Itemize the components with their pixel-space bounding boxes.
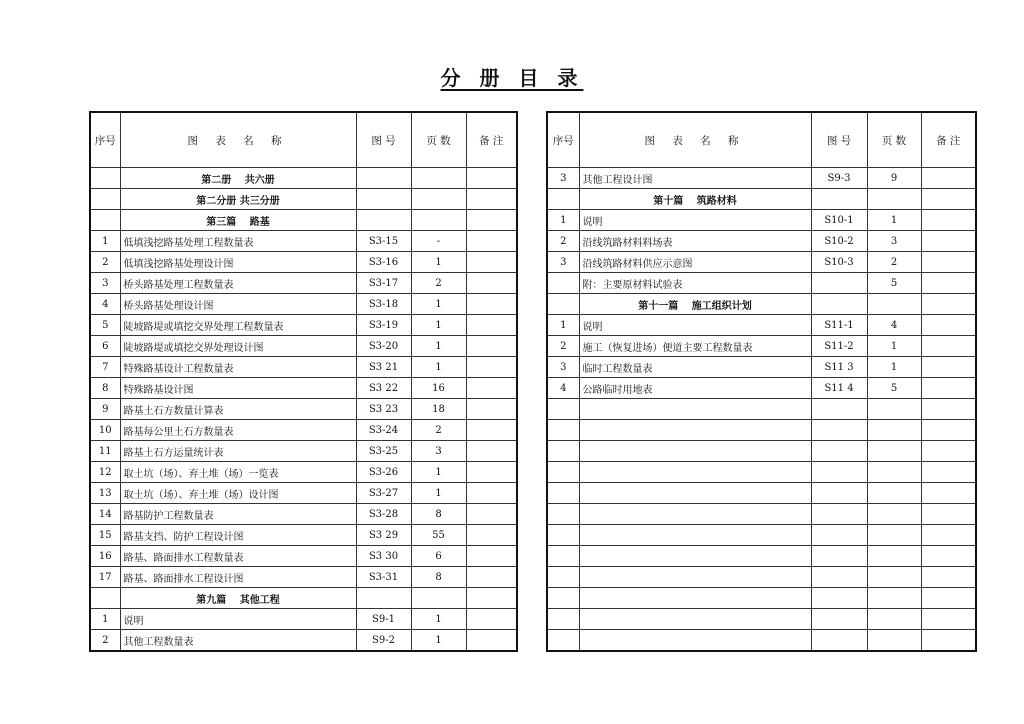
row-name: 路基每公里土石方数量表 xyxy=(120,420,356,441)
empty-row xyxy=(547,420,976,441)
table-row xyxy=(547,315,976,336)
row-code: S3-16 xyxy=(356,252,411,273)
section-row xyxy=(90,588,517,609)
row-note xyxy=(921,231,976,252)
row-seq xyxy=(547,630,579,652)
empty-row xyxy=(547,483,976,504)
row-seq: 1 xyxy=(547,315,579,336)
table-row xyxy=(547,357,976,378)
row-name xyxy=(579,420,811,441)
row-code: S3 29 xyxy=(356,525,411,546)
row-seq xyxy=(547,504,579,525)
row-seq: 3 xyxy=(547,168,579,189)
row-seq: 10 xyxy=(90,420,120,441)
row-name: 桥头路基处理工程数量表 xyxy=(120,273,356,294)
row-note xyxy=(921,315,976,336)
page-title: 分 册 目 录 xyxy=(440,66,584,90)
header-seq: 序号 xyxy=(547,112,579,168)
row-seq: 16 xyxy=(90,546,120,567)
row-seq: 3 xyxy=(90,273,120,294)
row-name xyxy=(579,567,811,588)
section-name: 第九篇 其他工程 xyxy=(120,588,356,609)
row-note xyxy=(466,189,517,210)
row-note xyxy=(466,441,517,462)
row-seq xyxy=(547,399,579,420)
header-pages: 页 数 xyxy=(411,112,466,168)
row-name: 特殊路基设计图 xyxy=(120,378,356,399)
row-pages: 2 xyxy=(411,273,466,294)
row-code: S3 21 xyxy=(356,357,411,378)
row-code xyxy=(811,420,867,441)
row-code xyxy=(811,546,867,567)
row-name: 说明 xyxy=(579,210,811,231)
row-code: S3-28 xyxy=(356,504,411,525)
table-header-row xyxy=(547,112,976,168)
row-pages: 55 xyxy=(411,525,466,546)
table-row xyxy=(90,525,517,546)
row-code xyxy=(811,273,867,294)
row-code: S3 22 xyxy=(356,378,411,399)
row-code xyxy=(811,525,867,546)
row-name: 附：主要原材料试验表 xyxy=(579,273,811,294)
row-pages: 1 xyxy=(411,252,466,273)
row-seq: 2 xyxy=(547,336,579,357)
row-note xyxy=(466,567,517,588)
row-note xyxy=(466,294,517,315)
row-seq: 12 xyxy=(90,462,120,483)
table-row xyxy=(90,630,517,652)
table-row xyxy=(90,399,517,420)
empty-row xyxy=(547,504,976,525)
row-seq: 17 xyxy=(90,567,120,588)
row-name xyxy=(579,588,811,609)
row-note xyxy=(921,252,976,273)
row-note xyxy=(466,630,517,652)
row-code xyxy=(811,441,867,462)
row-pages: 3 xyxy=(867,231,921,252)
row-seq: 9 xyxy=(90,399,120,420)
row-seq xyxy=(547,588,579,609)
row-code: S10-1 xyxy=(811,210,867,231)
row-note xyxy=(466,609,517,630)
row-pages xyxy=(867,189,921,210)
row-pages: 1 xyxy=(411,336,466,357)
row-name: 说明 xyxy=(579,315,811,336)
row-name: 陡坡路堤或填挖交界处理设计图 xyxy=(120,336,356,357)
row-note xyxy=(466,462,517,483)
row-note xyxy=(466,273,517,294)
row-code xyxy=(811,567,867,588)
row-pages xyxy=(867,483,921,504)
table-row xyxy=(547,252,976,273)
row-pages: 4 xyxy=(867,315,921,336)
row-pages xyxy=(867,504,921,525)
row-note xyxy=(466,504,517,525)
row-code xyxy=(356,588,411,609)
row-seq: 2 xyxy=(90,630,120,652)
row-name xyxy=(579,483,811,504)
section-row xyxy=(547,189,976,210)
row-name xyxy=(579,504,811,525)
row-note xyxy=(466,357,517,378)
row-seq: 3 xyxy=(547,252,579,273)
row-name: 路基防护工程数量表 xyxy=(120,504,356,525)
row-note xyxy=(921,357,976,378)
row-code xyxy=(356,168,411,189)
row-seq: 2 xyxy=(547,231,579,252)
row-code xyxy=(811,294,867,315)
row-pages xyxy=(867,588,921,609)
header-note: 备 注 xyxy=(466,112,517,168)
row-note xyxy=(466,252,517,273)
row-note xyxy=(921,336,976,357)
row-name: 取土坑（场）、弃土堆（场）设计图 xyxy=(120,483,356,504)
row-name: 沿线筑路材料供应示意图 xyxy=(579,252,811,273)
row-name: 施工（恢复进场）便道主要工程数量表 xyxy=(579,336,811,357)
row-seq: 15 xyxy=(90,525,120,546)
row-pages: 5 xyxy=(867,273,921,294)
row-pages: 16 xyxy=(411,378,466,399)
table-row xyxy=(547,168,976,189)
empty-row xyxy=(547,546,976,567)
section-name: 第十一篇 施工组织计划 xyxy=(579,294,811,315)
row-name: 说明 xyxy=(120,609,356,630)
row-seq xyxy=(90,210,120,231)
header-name: 图 表 名 称 xyxy=(579,112,811,168)
row-pages: 3 xyxy=(411,441,466,462)
directory-table-left xyxy=(89,111,518,652)
empty-row xyxy=(547,567,976,588)
table-row xyxy=(90,483,517,504)
row-name: 低填浅挖路基处理设计图 xyxy=(120,252,356,273)
row-pages: 6 xyxy=(411,546,466,567)
section-row xyxy=(90,210,517,231)
row-code: S3 30 xyxy=(356,546,411,567)
row-note xyxy=(921,420,976,441)
table-row xyxy=(90,315,517,336)
row-seq xyxy=(547,483,579,504)
row-name xyxy=(579,525,811,546)
row-pages: 1 xyxy=(867,210,921,231)
row-code xyxy=(811,189,867,210)
row-seq: 7 xyxy=(90,357,120,378)
table-header-row xyxy=(90,112,517,168)
row-code: S3-17 xyxy=(356,273,411,294)
row-name xyxy=(579,546,811,567)
row-name: 其他工程设计图 xyxy=(579,168,811,189)
empty-row xyxy=(547,609,976,630)
empty-row xyxy=(547,525,976,546)
row-seq: 3 xyxy=(547,357,579,378)
row-code xyxy=(811,462,867,483)
row-seq: 8 xyxy=(90,378,120,399)
row-code: S11-2 xyxy=(811,336,867,357)
row-pages: 1 xyxy=(411,462,466,483)
header-name: 图 表 名 称 xyxy=(120,112,356,168)
row-seq xyxy=(547,546,579,567)
row-code: S9-1 xyxy=(356,609,411,630)
row-seq: 13 xyxy=(90,483,120,504)
row-pages: 8 xyxy=(411,504,466,525)
table-row xyxy=(90,378,517,399)
row-seq: 14 xyxy=(90,504,120,525)
row-note xyxy=(921,462,976,483)
row-pages xyxy=(867,441,921,462)
row-name: 取土坑（场）、弃土堆（场）一览表 xyxy=(120,462,356,483)
empty-row xyxy=(547,462,976,483)
row-code: S3-27 xyxy=(356,483,411,504)
row-code xyxy=(811,609,867,630)
row-seq xyxy=(547,294,579,315)
directory-table-right xyxy=(546,111,977,652)
row-code: S10-3 xyxy=(811,252,867,273)
row-note xyxy=(921,294,976,315)
row-name: 公路临时用地表 xyxy=(579,378,811,399)
table-row xyxy=(90,567,517,588)
row-code: S3-26 xyxy=(356,462,411,483)
row-name xyxy=(579,609,811,630)
row-note xyxy=(921,546,976,567)
header-code: 图 号 xyxy=(356,112,411,168)
row-seq xyxy=(547,609,579,630)
table-row xyxy=(547,210,976,231)
row-code: S9-3 xyxy=(811,168,867,189)
row-name: 临时工程数量表 xyxy=(579,357,811,378)
table-row xyxy=(90,609,517,630)
section-name: 第三篇 路基 xyxy=(120,210,356,231)
row-note xyxy=(921,189,976,210)
row-name xyxy=(579,462,811,483)
header-seq: 序号 xyxy=(90,112,120,168)
empty-row xyxy=(547,630,976,652)
row-seq: 2 xyxy=(90,252,120,273)
row-pages: 1 xyxy=(411,294,466,315)
table-row xyxy=(547,231,976,252)
row-seq xyxy=(90,588,120,609)
row-seq xyxy=(547,525,579,546)
row-note xyxy=(466,315,517,336)
row-name: 沿线筑路材料料场表 xyxy=(579,231,811,252)
row-pages: 1 xyxy=(867,357,921,378)
row-pages: 2 xyxy=(411,420,466,441)
empty-row xyxy=(547,399,976,420)
row-note xyxy=(921,504,976,525)
row-seq: 1 xyxy=(90,231,120,252)
table-row xyxy=(547,378,976,399)
section-row xyxy=(90,168,517,189)
row-pages: 2 xyxy=(867,252,921,273)
row-pages: 8 xyxy=(411,567,466,588)
row-name xyxy=(579,441,811,462)
row-code xyxy=(356,210,411,231)
row-code xyxy=(811,399,867,420)
table-row xyxy=(90,546,517,567)
row-seq: 1 xyxy=(547,210,579,231)
row-code: S3 23 xyxy=(356,399,411,420)
section-name: 第二分册 共三分册 xyxy=(120,189,356,210)
table-row xyxy=(90,357,517,378)
row-note xyxy=(921,399,976,420)
row-pages: 18 xyxy=(411,399,466,420)
row-name: 路基、路面排水工程数量表 xyxy=(120,546,356,567)
row-pages xyxy=(867,609,921,630)
row-seq: 11 xyxy=(90,441,120,462)
row-pages: 1 xyxy=(411,357,466,378)
row-note xyxy=(921,588,976,609)
row-pages: - xyxy=(411,231,466,252)
row-name: 其他工程数量表 xyxy=(120,630,356,652)
row-code: S3-15 xyxy=(356,231,411,252)
row-pages: 1 xyxy=(411,315,466,336)
row-pages xyxy=(867,567,921,588)
row-seq: 5 xyxy=(90,315,120,336)
empty-row xyxy=(547,441,976,462)
row-name: 桥头路基处理设计图 xyxy=(120,294,356,315)
table-row xyxy=(90,252,517,273)
row-code: S3-25 xyxy=(356,441,411,462)
row-seq xyxy=(547,441,579,462)
row-pages xyxy=(867,630,921,652)
row-pages xyxy=(867,546,921,567)
table-row xyxy=(90,504,517,525)
row-pages xyxy=(411,168,466,189)
row-note xyxy=(466,210,517,231)
row-seq xyxy=(90,168,120,189)
row-pages xyxy=(411,588,466,609)
row-seq xyxy=(90,189,120,210)
row-note xyxy=(466,525,517,546)
row-note xyxy=(466,483,517,504)
row-name xyxy=(579,399,811,420)
row-seq xyxy=(547,273,579,294)
table-row xyxy=(547,273,976,294)
row-note xyxy=(921,567,976,588)
row-name: 路基土石方数量计算表 xyxy=(120,399,356,420)
row-code xyxy=(811,630,867,652)
section-row xyxy=(90,189,517,210)
row-code: S3-18 xyxy=(356,294,411,315)
row-pages xyxy=(867,294,921,315)
row-note xyxy=(921,210,976,231)
row-pages xyxy=(867,462,921,483)
row-note xyxy=(466,168,517,189)
row-pages: 1 xyxy=(411,483,466,504)
row-code: S11-1 xyxy=(811,315,867,336)
row-note xyxy=(921,273,976,294)
row-note xyxy=(921,168,976,189)
table-row xyxy=(90,420,517,441)
row-pages: 1 xyxy=(411,609,466,630)
section-name: 第二册 共六册 xyxy=(120,168,356,189)
row-note xyxy=(921,378,976,399)
table-row xyxy=(547,336,976,357)
section-row xyxy=(547,294,976,315)
row-seq: 1 xyxy=(90,609,120,630)
row-name: 路基、路面排水工程设计图 xyxy=(120,567,356,588)
row-code: S11 4 xyxy=(811,378,867,399)
row-pages xyxy=(411,210,466,231)
row-note xyxy=(466,588,517,609)
row-pages xyxy=(867,525,921,546)
row-name: 特殊路基设计工程数量表 xyxy=(120,357,356,378)
header-code: 图 号 xyxy=(811,112,867,168)
row-code xyxy=(356,189,411,210)
row-note xyxy=(921,609,976,630)
row-code: S3-19 xyxy=(356,315,411,336)
row-code xyxy=(811,483,867,504)
row-code: S3-31 xyxy=(356,567,411,588)
row-note xyxy=(466,378,517,399)
row-name: 陡坡路堤或填挖交界处理工程数量表 xyxy=(120,315,356,336)
table-row xyxy=(90,462,517,483)
row-note xyxy=(466,399,517,420)
row-note xyxy=(921,630,976,652)
row-pages xyxy=(867,399,921,420)
row-pages: 1 xyxy=(867,336,921,357)
table-row xyxy=(90,441,517,462)
row-note xyxy=(921,483,976,504)
row-code xyxy=(811,588,867,609)
row-note xyxy=(921,525,976,546)
row-code: S11 3 xyxy=(811,357,867,378)
row-note xyxy=(921,441,976,462)
table-row xyxy=(90,231,517,252)
row-code xyxy=(811,504,867,525)
row-pages xyxy=(867,420,921,441)
row-seq: 4 xyxy=(547,378,579,399)
row-pages: 5 xyxy=(867,378,921,399)
row-name: 路基土石方运量统计表 xyxy=(120,441,356,462)
table-row xyxy=(90,273,517,294)
row-seq xyxy=(547,189,579,210)
row-seq xyxy=(547,567,579,588)
row-pages: 9 xyxy=(867,168,921,189)
table-row xyxy=(90,294,517,315)
table-row xyxy=(90,336,517,357)
row-name xyxy=(579,630,811,652)
row-seq xyxy=(547,462,579,483)
row-code: S10-2 xyxy=(811,231,867,252)
header-pages: 页 数 xyxy=(867,112,921,168)
row-note xyxy=(466,336,517,357)
row-name: 低填浅挖路基处理工程数量表 xyxy=(120,231,356,252)
row-name: 路基支挡、防护工程设计图 xyxy=(120,525,356,546)
row-note xyxy=(466,546,517,567)
row-note xyxy=(466,420,517,441)
row-seq: 6 xyxy=(90,336,120,357)
row-code: S3-20 xyxy=(356,336,411,357)
header-note: 备 注 xyxy=(921,112,976,168)
row-pages: 1 xyxy=(411,630,466,652)
row-code: S3-24 xyxy=(356,420,411,441)
empty-row xyxy=(547,588,976,609)
row-code: S9-2 xyxy=(356,630,411,652)
section-name: 第十篇 筑路材料 xyxy=(579,189,811,210)
row-note xyxy=(466,231,517,252)
row-seq: 4 xyxy=(90,294,120,315)
row-pages xyxy=(411,189,466,210)
row-seq xyxy=(547,420,579,441)
